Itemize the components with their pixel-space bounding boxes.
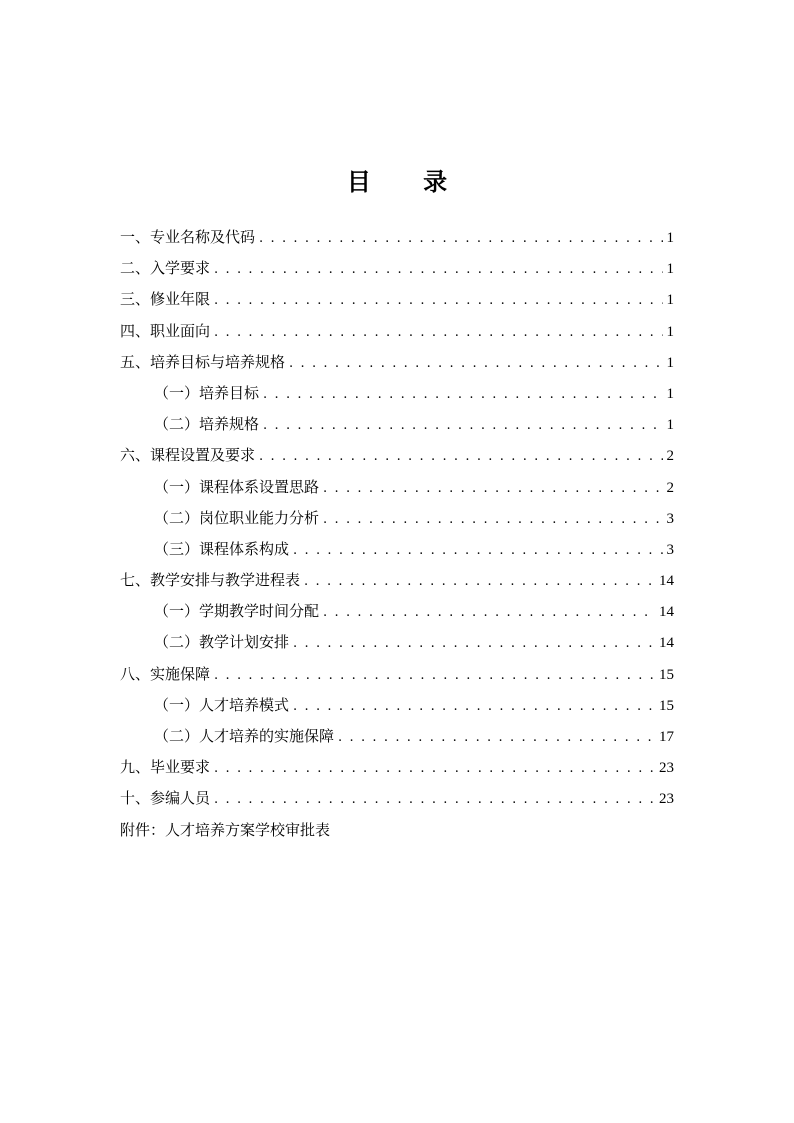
toc-subentry[interactable] <box>120 630 674 661</box>
toc-dot-leader <box>214 289 662 313</box>
toc-entry-title: （二）岗位职业能力分析 <box>154 508 320 527</box>
toc-subentry[interactable] <box>120 693 674 724</box>
toc-subentry[interactable] <box>120 475 674 506</box>
toc-dot-leader <box>338 726 655 750</box>
toc-entry-title: 六、课程设置及要求 <box>120 446 256 465</box>
toc-entry-title: （一）课程体系设置思路 <box>154 477 320 496</box>
page-title: 目 录 <box>346 167 470 196</box>
toc-dot-leader <box>289 352 662 376</box>
toc-dot-leader <box>214 258 662 282</box>
toc-entry[interactable] <box>120 568 674 599</box>
toc-entry-title: （二）培养规格 <box>154 415 260 434</box>
toc-page-number: 23 <box>659 791 674 808</box>
toc-page-number: 17 <box>659 729 674 745</box>
toc-subentry[interactable] <box>120 506 674 537</box>
toc-entry-title: 五、培养目标与培养规格 <box>120 352 286 371</box>
toc-entry-title: （三）课程体系构成 <box>154 539 290 558</box>
toc-dot-leader <box>214 321 662 345</box>
toc-entry-title: 九、毕业要求 <box>120 758 211 777</box>
toc-subentry[interactable] <box>120 412 674 443</box>
toc-page-number: 2 <box>666 448 674 465</box>
toc-entry[interactable] <box>120 786 674 817</box>
toc-page-number: 3 <box>666 541 674 558</box>
toc-dot-leader <box>214 757 655 781</box>
toc-entry[interactable] <box>120 443 674 474</box>
toc-page-number: 15 <box>659 666 674 683</box>
toc-page-number: 1 <box>666 354 674 371</box>
toc-page-number: 3 <box>666 510 674 527</box>
toc-page-number: 1 <box>666 261 674 278</box>
toc-entry-title: （二）教学计划安排 <box>154 633 290 652</box>
toc-entry-title: 十、参编人员 <box>120 789 211 808</box>
toc-dot-leader <box>263 383 662 407</box>
toc-page-number: 1 <box>666 292 674 309</box>
toc-entry-title: 七、教学安排与教学进程表 <box>120 571 301 590</box>
toc-entry[interactable] <box>120 319 674 350</box>
toc-dot-leader <box>293 632 655 656</box>
toc-entry-title: （二）人才培养的实施保障 <box>154 727 335 745</box>
toc-subentry[interactable] <box>120 381 674 412</box>
toc-page-number: 23 <box>659 760 674 777</box>
toc-subentry[interactable] <box>120 599 674 630</box>
toc-subentry[interactable] <box>120 537 674 568</box>
toc-page-number: 14 <box>659 604 674 621</box>
toc-page-number: 1 <box>666 230 674 246</box>
toc-entry[interactable] <box>120 662 674 693</box>
toc-entry-title: 一、专业名称及代码 <box>120 228 256 246</box>
toc-dot-leader <box>214 664 655 688</box>
toc-page-number: 14 <box>659 573 674 590</box>
toc-dot-leader <box>263 414 662 438</box>
toc-entry-title: 二、入学要求 <box>120 259 211 278</box>
toc-entry[interactable] <box>120 225 674 256</box>
toc-page-number: 15 <box>659 697 674 714</box>
appendix-line: 附件：人才培养方案学校审批表 <box>120 820 331 839</box>
toc-entry-title: 八、实施保障 <box>120 664 211 683</box>
toc-entry[interactable] <box>120 350 674 381</box>
toc-dot-leader <box>304 570 655 594</box>
table-of-contents <box>120 225 674 849</box>
toc-page-number: 1 <box>666 385 674 402</box>
toc-entry[interactable] <box>120 755 674 786</box>
toc-dot-leader <box>214 788 655 812</box>
toc-page-number: 14 <box>659 635 674 652</box>
toc-entry-title: 三、修业年限 <box>120 290 211 309</box>
toc-dot-leader <box>259 445 662 469</box>
toc-entry-title: （一）人才培养模式 <box>154 695 290 714</box>
toc-dot-leader <box>323 508 662 532</box>
toc-page-number: 1 <box>666 417 674 434</box>
toc-entry[interactable] <box>120 256 674 287</box>
toc-dot-leader <box>323 601 655 625</box>
toc-page-number: 2 <box>666 479 674 496</box>
toc-entry-title: （一）培养目标 <box>154 383 260 402</box>
toc-entry[interactable] <box>120 287 674 318</box>
toc-dot-leader <box>259 227 662 251</box>
toc-page-number: 1 <box>666 323 674 340</box>
toc-subentry[interactable] <box>120 724 674 755</box>
toc-dot-leader <box>293 539 662 563</box>
toc-dot-leader <box>323 477 662 501</box>
toc-dot-leader <box>293 695 655 719</box>
toc-entry-title: （一）学期教学时间分配 <box>154 602 320 621</box>
toc-entry-title: 四、职业面向 <box>120 321 211 340</box>
